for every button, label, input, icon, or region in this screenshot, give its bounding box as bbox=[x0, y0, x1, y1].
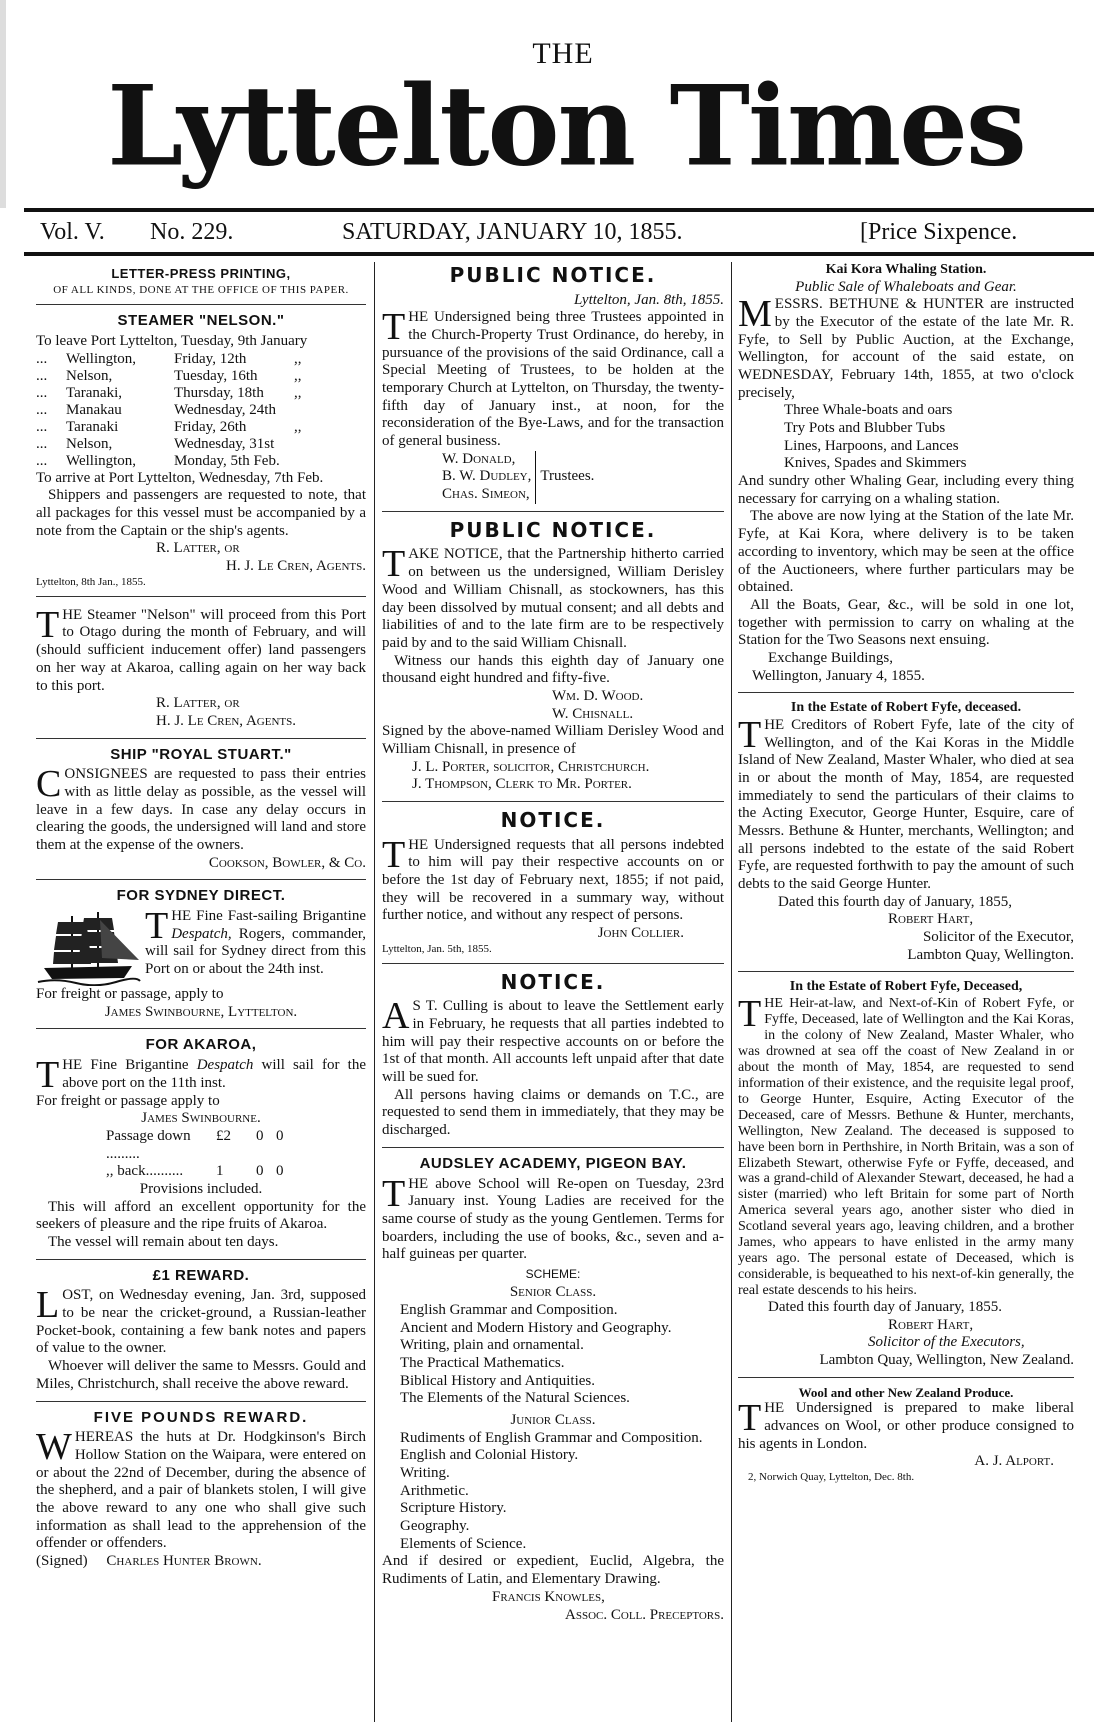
nelson-heading: STEAMER "NELSON." bbox=[117, 312, 285, 330]
list-item: Try Pots and Blubber Tubs bbox=[784, 420, 946, 437]
notice-4-heading: NOTICE. bbox=[500, 969, 606, 994]
list-item: Arithmetic. bbox=[400, 1482, 469, 1499]
printing-heading: LETTER-PRESS PRINTING, bbox=[111, 266, 291, 281]
notice-3 bbox=[382, 833, 724, 925]
estate-2-body: HE Heir-at-law, and Next-of-Kin of Robert Fyfe, or Fyffe, Deceased, late of Wellington and the Kai Koras, in the colony of New Zealand, Master Whaler, who was drowned at sea off the coast of New Zealand in or about the month of May, 1854, are requested to send information of their existence, and the requisite legal proof, to George Hunter, Esquire, Acting Executor of the Deceased, care of Messrs. Bethune & Hunter, merchants, Wellington, New Zealand. The deceased is supposed to have been born in Perthshire, in North Britain, was a son of Elizabeth Stewart, otherwise Fyfe or Fyffe, deceased, and was a grand-child of Alexander Stewart, deceased, he had a sister (married) who left Britain for some part of North America several years ago, another sister who died in Scotland several years ago, leaving children, and a brother James, who appears to have enlisted in the army many years ago. The personal estate of Deceased, which is considerable, is bequeathed to his next-of-kin generally, the real estate descends to his heirs. bbox=[738, 995, 1074, 1299]
schedule-place: Wellington, bbox=[66, 452, 137, 469]
column-3 bbox=[738, 262, 1074, 1722]
notice-3-heading: NOTICE. bbox=[500, 808, 606, 833]
public-notice-2 bbox=[382, 543, 724, 652]
estate-1-dated: Dated this fourth day of January, 1855, bbox=[778, 893, 1012, 910]
sydney-freight: For freight or passage, apply to bbox=[36, 986, 224, 1003]
junior-class-heading: Junior Class. bbox=[510, 1411, 596, 1428]
schedule-day: Thursday, 18th bbox=[174, 384, 264, 401]
senior-class-list bbox=[382, 1302, 724, 1408]
public-notice-2-heading: PUBLIC NOTICE. bbox=[449, 517, 657, 542]
kai-kora-items bbox=[738, 402, 1074, 473]
drop-cap: T bbox=[738, 1397, 762, 1440]
estate-1-signature-2: Solicitor of the Executor, bbox=[922, 929, 1074, 946]
witness-1: J. L. Porter, solicitor, Christchurch. bbox=[412, 758, 650, 775]
sydney-heading: FOR SYDNEY DIRECT. bbox=[116, 887, 286, 905]
schedule-ditto-mark: ,, bbox=[294, 367, 302, 384]
public-notice-1 bbox=[382, 306, 724, 451]
royal-stuart-notice bbox=[36, 763, 366, 854]
signed-label: (Signed) bbox=[36, 1553, 88, 1570]
drop-cap: T bbox=[382, 1172, 406, 1215]
akaroa-signature: James Swinbourne. bbox=[141, 1110, 261, 1127]
schedule-place: Taranaki, bbox=[66, 384, 123, 401]
kai-kora-address-2: Wellington, January 4, 1855. bbox=[752, 667, 925, 684]
nelson-signature-1: R. Latter, or bbox=[156, 540, 240, 557]
otago-body: HE Steamer "Nelson" will proceed from this Port to Otago during the month of February, and will (should sufficient inducement offer) land passengers on her way at Akaroa, calling again on her way back to this port. bbox=[36, 606, 366, 694]
list-item: Rudiments of English Grammar and Composition. bbox=[400, 1429, 703, 1446]
notice-4 bbox=[382, 995, 724, 1086]
list-item: Lines, Harpoons, and Lances bbox=[784, 437, 959, 454]
nelson-date: Lyttelton, 8th Jan., 1855. bbox=[36, 575, 146, 588]
separator bbox=[36, 738, 366, 739]
notice-3-signature: John Collier. bbox=[597, 925, 684, 942]
reward-five-notice bbox=[36, 1426, 366, 1553]
akaroa-ship-name: Despatch bbox=[196, 1057, 254, 1074]
schedule-ditto-mark bbox=[294, 453, 344, 470]
estate-1-signature-3: Lambton Quay, Wellington. bbox=[907, 946, 1074, 963]
drop-cap: L bbox=[36, 1284, 60, 1327]
public-notice-1-heading: PUBLIC NOTICE. bbox=[449, 263, 657, 287]
drop-cap: T bbox=[738, 992, 762, 1035]
separator bbox=[382, 1147, 724, 1148]
list-item: Knives, Spades and Skimmers bbox=[784, 455, 967, 472]
column-divider bbox=[731, 262, 732, 1722]
separator bbox=[36, 1028, 366, 1029]
notice-4-body: S T. Culling is about to leave the Settlement early in February, he requests that all parties indebted to him will pay their respective accounts on or before the 1st of that month. All accounts left unpaid after that date will be sued for. bbox=[382, 998, 724, 1086]
schedule-ditto: ... bbox=[36, 452, 48, 469]
drop-cap: T bbox=[382, 543, 406, 586]
estate-2-signature-2: Solicitor of the Executors, bbox=[868, 1334, 1025, 1351]
schedule-place: Nelson, bbox=[66, 367, 113, 384]
schedule-day: Wednesday, 31st bbox=[174, 435, 275, 452]
wool-body: HE Undersigned is prepared to make liberal advances on Wool, or other produce consigned to his agents in London. bbox=[738, 1400, 1074, 1452]
separator bbox=[36, 304, 366, 305]
notice-3-body: HE Undersigned requests that all persons indebted to him will pay their respective accounts on or before the 1st day of February next, 1855; if not paid, they will be recovered in a summary way, without further notice, and without any respect of persons. bbox=[382, 836, 724, 924]
public-notice-1-date: Lyttelton, Jan. 8th, 1855. bbox=[574, 291, 724, 308]
list-item: English Grammar and Composition. bbox=[400, 1301, 618, 1318]
estate-1-heading: In the Estate of Robert Fyfe, deceased. bbox=[790, 700, 1022, 716]
masthead-rule-bottom bbox=[24, 252, 1094, 256]
reward-five-body: HEREAS the huts at Dr. Hodgkinson's Birch Hollow Station on the Waipara, were entered on or about the 22nd of December, during the absence of the shepherd, and a pair of blankets stolen, I will give the above reward to any one who shall give such information as shall lead to the apprehension of the offender or offenders. bbox=[36, 1429, 366, 1552]
estate-2-signature-1: Robert Hart, bbox=[888, 1316, 974, 1333]
separator bbox=[738, 1377, 1074, 1378]
kai-kora-body-4: All the Boats, Gear, &c., will be sold in one lot, together with permission to carry on whaling at the Station for the Two Seasons next ensuing. bbox=[738, 596, 1074, 649]
price: [Price Sixpence. bbox=[860, 219, 1018, 245]
academy-signature-2: Assoc. Coll. Preceptors. bbox=[565, 1606, 724, 1623]
list-item: Writing, plain and ornamental. bbox=[400, 1337, 584, 1354]
nelson-intro: To leave Port Lyttelton, Tuesday, 9th January bbox=[36, 332, 308, 349]
nelson-signature-2: H. J. Le Cren, Agents. bbox=[225, 558, 366, 575]
wool-heading: Wool and other New Zealand Produce. bbox=[798, 1384, 1014, 1400]
schedule-day: Monday, 5th Feb. bbox=[174, 452, 280, 469]
drop-cap: M bbox=[738, 293, 772, 336]
list-item: Elements of Science. bbox=[400, 1535, 527, 1552]
schedule-place: Wellington, bbox=[66, 350, 137, 367]
schedule-ditto: ... bbox=[36, 418, 48, 435]
separator bbox=[382, 511, 724, 512]
otago-notice bbox=[36, 603, 366, 695]
drop-cap: C bbox=[36, 763, 62, 806]
schedule-place: Manakau bbox=[66, 401, 122, 418]
list-item: Geography. bbox=[400, 1518, 470, 1535]
estate-2-heading: In the Estate of Robert Fyfe, Deceased, bbox=[789, 979, 1023, 995]
reward-five-signature: Charles Hunter Brown. bbox=[106, 1553, 262, 1570]
provisions-note: Provisions included. bbox=[139, 1180, 263, 1197]
schedule-ditto-mark bbox=[294, 402, 344, 419]
drop-cap: W bbox=[36, 1426, 72, 1469]
schedule-ditto: ... bbox=[36, 367, 48, 384]
fare-pounds: 1 bbox=[216, 1163, 224, 1180]
fare-label: ,, back.......... bbox=[106, 1163, 184, 1180]
list-item: English and Colonial History. bbox=[400, 1447, 579, 1464]
kai-kora-heading: Kai Kora Whaling Station. bbox=[825, 262, 987, 277]
separator bbox=[382, 801, 724, 802]
column-1 bbox=[36, 262, 366, 1722]
junior-class-list bbox=[382, 1430, 724, 1554]
schedule-ditto: ... bbox=[36, 401, 48, 418]
kai-kora-address-1: Exchange Buildings, bbox=[768, 649, 893, 666]
trustee-name: B. W. Dudley, bbox=[442, 468, 532, 485]
academy-signature-1: Francis Knowles, bbox=[492, 1588, 605, 1605]
royal-stuart-heading: SHIP "ROYAL STUART." bbox=[110, 745, 292, 763]
separator bbox=[36, 1401, 366, 1402]
sydney-signature: James Swinbourne, Lyttelton. bbox=[104, 1003, 298, 1020]
schedule-ditto: ... bbox=[36, 350, 48, 367]
nelson-arrive: To arrive at Port Lyttelton, Wednesday, 7th Feb. bbox=[36, 469, 324, 486]
wool-notice bbox=[738, 1397, 1074, 1453]
reward-one-notice bbox=[36, 1284, 366, 1358]
otago-signature-1: R. Latter, or bbox=[156, 695, 240, 712]
kai-kora-body: ESSRS. BETHUNE & HUNTER are instructed by the Executor of the estate of the late Mr. R. Fyfe, to Sell by Public Auction, at the Exchange, Wellington, for account of the said estate, on WEDNESDAY, February 14th, 1855, at two o'clock precisely, bbox=[738, 296, 1074, 401]
reward-one-heading: £1 REWARD. bbox=[152, 1266, 250, 1284]
public-notice-2-witness: Witness our hands this eighth day of January one thousand eight hundred and fifty-five. bbox=[382, 652, 724, 687]
trustee-name: W. Donald, bbox=[442, 450, 516, 467]
trustees-block bbox=[442, 451, 724, 504]
drop-cap: T bbox=[145, 908, 169, 948]
fare-pounds: £2 bbox=[216, 1127, 231, 1144]
separator bbox=[36, 596, 366, 597]
list-item: Ancient and Modern History and Geography. bbox=[400, 1319, 672, 1336]
kai-kora-body-2: And sundry other Whaling Gear, including every thing necessary for carrying on a whaling station. bbox=[738, 473, 1074, 507]
schedule-ditto: ... bbox=[36, 384, 48, 401]
schedule-day: Friday, 12th bbox=[174, 350, 247, 367]
schedule-ditto-mark: ,, bbox=[294, 418, 302, 435]
schedule-day: Tuesday, 16th bbox=[174, 367, 258, 384]
reward-five-signature-line bbox=[36, 1553, 366, 1571]
public-notice-1-body: HE Undersigned being three Trustees appointed in the Church-Property Trust Ordinance, do hereby, in pursuance of the provisions of the said Ordinance, call a Special Meeting of Trustees, to be holden at the temporary Church at Lyttelton, on Thursday, the twenty-fifth day of January inst., at noon, for the reconsideration of the Bye-Laws, and for the transaction of general business. bbox=[382, 309, 724, 450]
estate-1-notice bbox=[738, 713, 1074, 894]
nelson-body: Shippers and passengers are requested to note, that all packages for this vessel must be accompanied by a note from the Captain or the ship's agents. bbox=[36, 487, 366, 539]
list-item: The Practical Mathematics. bbox=[400, 1354, 565, 1371]
trustee-name: Chas. Simeon, bbox=[442, 486, 530, 503]
drop-cap: T bbox=[36, 1054, 60, 1097]
estate-2-dated: Dated this fourth day of January, 1855. bbox=[768, 1299, 1002, 1316]
masthead-rule-top bbox=[24, 208, 1094, 212]
list-item: Scripture History. bbox=[400, 1500, 507, 1517]
newspaper-title: Lyttelton Times bbox=[107, 62, 1025, 192]
volume: Vol. V. bbox=[40, 219, 105, 245]
partner-signature-2: W. Chisnall. bbox=[552, 705, 634, 722]
schedule-ditto-mark: ,, bbox=[294, 384, 302, 401]
otago-signature-2: H. J. Le Cren, Agents. bbox=[156, 712, 297, 729]
schedule-place: Taranaki bbox=[66, 418, 119, 435]
masthead-the: THE bbox=[532, 37, 594, 70]
fare-pence: 0 bbox=[276, 1127, 284, 1144]
list-item: Three Whale-boats and oars bbox=[784, 402, 953, 419]
wool-signature: A. J. Alport. bbox=[974, 1453, 1054, 1470]
separator bbox=[36, 1259, 366, 1260]
schedule-day: Wednesday, 24th bbox=[174, 401, 276, 418]
trustees-label: Trustees. bbox=[540, 468, 595, 485]
list-item: Writing. bbox=[400, 1465, 450, 1481]
notice-4-body-2: All persons having claims or demands on T.C., are requested to send them in immediately, that they may be discharged. bbox=[382, 1086, 724, 1139]
issue-date: SATURDAY, JANUARY 10, 1855. bbox=[342, 219, 683, 245]
list-item: Biblical History and Antiquities. bbox=[400, 1372, 595, 1389]
akaroa-note-1: This will afford an excellent opportunity for the seekers of pleasure and the ripe fruits of Akaroa. bbox=[36, 1198, 366, 1233]
kai-kora-subheading: Public Sale of Whaleboats and Gear. bbox=[795, 278, 1017, 295]
printing-subheading: OF ALL KINDS, DONE AT THE OFFICE OF THIS PAPER. bbox=[53, 284, 349, 297]
separator bbox=[382, 963, 724, 964]
akaroa-heading: FOR AKAROA, bbox=[145, 1036, 257, 1054]
list-item: The Elements of the Natural Sciences. bbox=[400, 1390, 630, 1407]
notice-3-date: Lyttelton, Jan. 5th, 1855. bbox=[382, 942, 492, 955]
akaroa-freight: For freight or passage apply to bbox=[36, 1092, 220, 1109]
kai-kora-notice bbox=[738, 293, 1074, 402]
masthead bbox=[0, 0, 1114, 208]
estate-2-notice bbox=[738, 992, 1074, 1299]
witness-2: J. Thompson, Clerk to Mr. Porter. bbox=[412, 776, 632, 793]
reward-one-body: OST, on Wednesday evening, Jan. 3rd, supposed to be near the cricket-ground, a Russian-leather Pocket-book, containing a few bank notes and papers of value to the owner. bbox=[36, 1287, 366, 1357]
sydney-body-b: Rogers, commander, will sail for Sydney direct from this Port on or about the 24th inst. bbox=[145, 925, 366, 978]
akaroa-body-b: will sail for the above port on the 11th inst. bbox=[62, 1057, 366, 1091]
reward-one-body-2: Whoever will deliver the same to Messrs. Gould and Miles, Christchurch, shall receive the above reward. bbox=[36, 1358, 366, 1392]
public-notice-2-body: AKE NOTICE, that the Partnership hitherto carried on between us the undersigned, William Derisley Wood and William Chisnall, as stockowners, has this day been dissolved by mutual consent; and all debts and liabilities of and to the late firm are to be respectively paid by and to the said William Chisnall. bbox=[382, 546, 724, 651]
sailing-ship-icon bbox=[36, 908, 141, 986]
fares-table bbox=[106, 1128, 366, 1181]
akaroa-notice bbox=[36, 1054, 366, 1097]
fare-label: Passage down ......... bbox=[106, 1127, 191, 1162]
schedule-day: Friday, 26th bbox=[174, 418, 247, 435]
drop-cap: T bbox=[738, 713, 762, 756]
royal-stuart-signature: Cookson, Bowler, & Co. bbox=[208, 854, 366, 871]
estate-2-signature-3: Lambton Quay, Wellington, New Zealand. bbox=[819, 1352, 1074, 1369]
drop-cap: A bbox=[382, 995, 410, 1038]
akaroa-note-2: The vessel will remain about ten days. bbox=[48, 1234, 279, 1251]
fare-shillings: 0 bbox=[256, 1163, 264, 1180]
sydney-ship-name: Despatch, bbox=[171, 925, 232, 942]
nelson-schedule bbox=[36, 351, 366, 470]
issue-line bbox=[30, 218, 1084, 248]
partner-signature-1: Wm. D. Wood. bbox=[552, 687, 644, 704]
separator bbox=[36, 879, 366, 880]
schedule-ditto: ... bbox=[36, 435, 48, 452]
scheme-label: SCHEME: bbox=[525, 1266, 581, 1281]
drop-cap: T bbox=[382, 306, 406, 349]
column-2 bbox=[382, 262, 724, 1722]
academy-notice bbox=[382, 1172, 724, 1264]
kai-kora-body-3: The above are now lying at the Station of the late Mr. Fyfe, at Kai Kora, where delivery is to be taken according to inventory, which may be seen at the office of the Auctioneers, where further particulars may be obtained. bbox=[738, 508, 1074, 596]
reward-five-heading: FIVE POUNDS REWARD. bbox=[93, 1408, 309, 1426]
estate-1-signature-1: Robert Hart, bbox=[888, 911, 974, 928]
public-notice-2-signed: Signed by the above-named William Derisley Wood and William Chisnall, in presence of bbox=[382, 723, 724, 757]
schedule-ditto-mark: ,, bbox=[294, 350, 302, 367]
column-divider bbox=[374, 262, 375, 1722]
academy-heading: AUDSLEY ACADEMY, PIGEON BAY. bbox=[419, 1154, 687, 1172]
schedule-place: Nelson, bbox=[66, 435, 113, 452]
royal-stuart-body: ONSIGNEES are requested to pass their entries with as little delay as possible, as the vessel will leave in a few days. In case any delay occurs in clearing the goods, the undersigned will land and store them at the expense of the owners. bbox=[36, 766, 366, 854]
separator bbox=[738, 692, 1074, 693]
senior-class-heading: Senior Class. bbox=[509, 1284, 597, 1301]
sydney-body-a: HE Fine Fast-sailing Brigantine bbox=[171, 908, 366, 925]
sydney-notice bbox=[36, 908, 366, 986]
akaroa-body-a: HE Fine Brigantine bbox=[62, 1057, 197, 1074]
estate-1-body: HE Creditors of Robert Fyfe, late of the city of Wellington, and of the Kai Koras in the Middle Island of New Zealand, Master Whaler, who died at sea in or about the month of May, 1854, are requested immediately to send the particulars of their claims to the Acting Executor, George Hunter, Esquire, care of Messrs. Bethune & Hunter, merchants, Wellington; and all persons indebted to the estate of the said Robert Fyfe, are requested forthwith to pay the amount of such debts to the said George Hunter. bbox=[738, 716, 1074, 893]
fare-shillings: 0 bbox=[256, 1127, 264, 1144]
academy-body: HE above School will Re-open on Tuesday, 23rd January inst. Young Ladies are received for the same course of study as the young Gentlemen. Terms for boarders, including the use of books, &c., seven and a-half guineas per quarter. bbox=[382, 1175, 724, 1263]
schedule-ditto-mark bbox=[294, 436, 344, 453]
fare-pence: 0 bbox=[276, 1163, 284, 1180]
separator bbox=[738, 971, 1074, 972]
academy-note: And if desired or expedient, Euclid, Algebra, the Rudiments of Latin, and Elementary Drawing. bbox=[382, 1553, 724, 1588]
wool-address: 2, Norwich Quay, Lyttelton, Dec. 8th. bbox=[748, 1470, 915, 1483]
issue-number: No. 229. bbox=[150, 219, 234, 245]
drop-cap: T bbox=[382, 833, 406, 876]
drop-cap: T bbox=[36, 603, 60, 646]
